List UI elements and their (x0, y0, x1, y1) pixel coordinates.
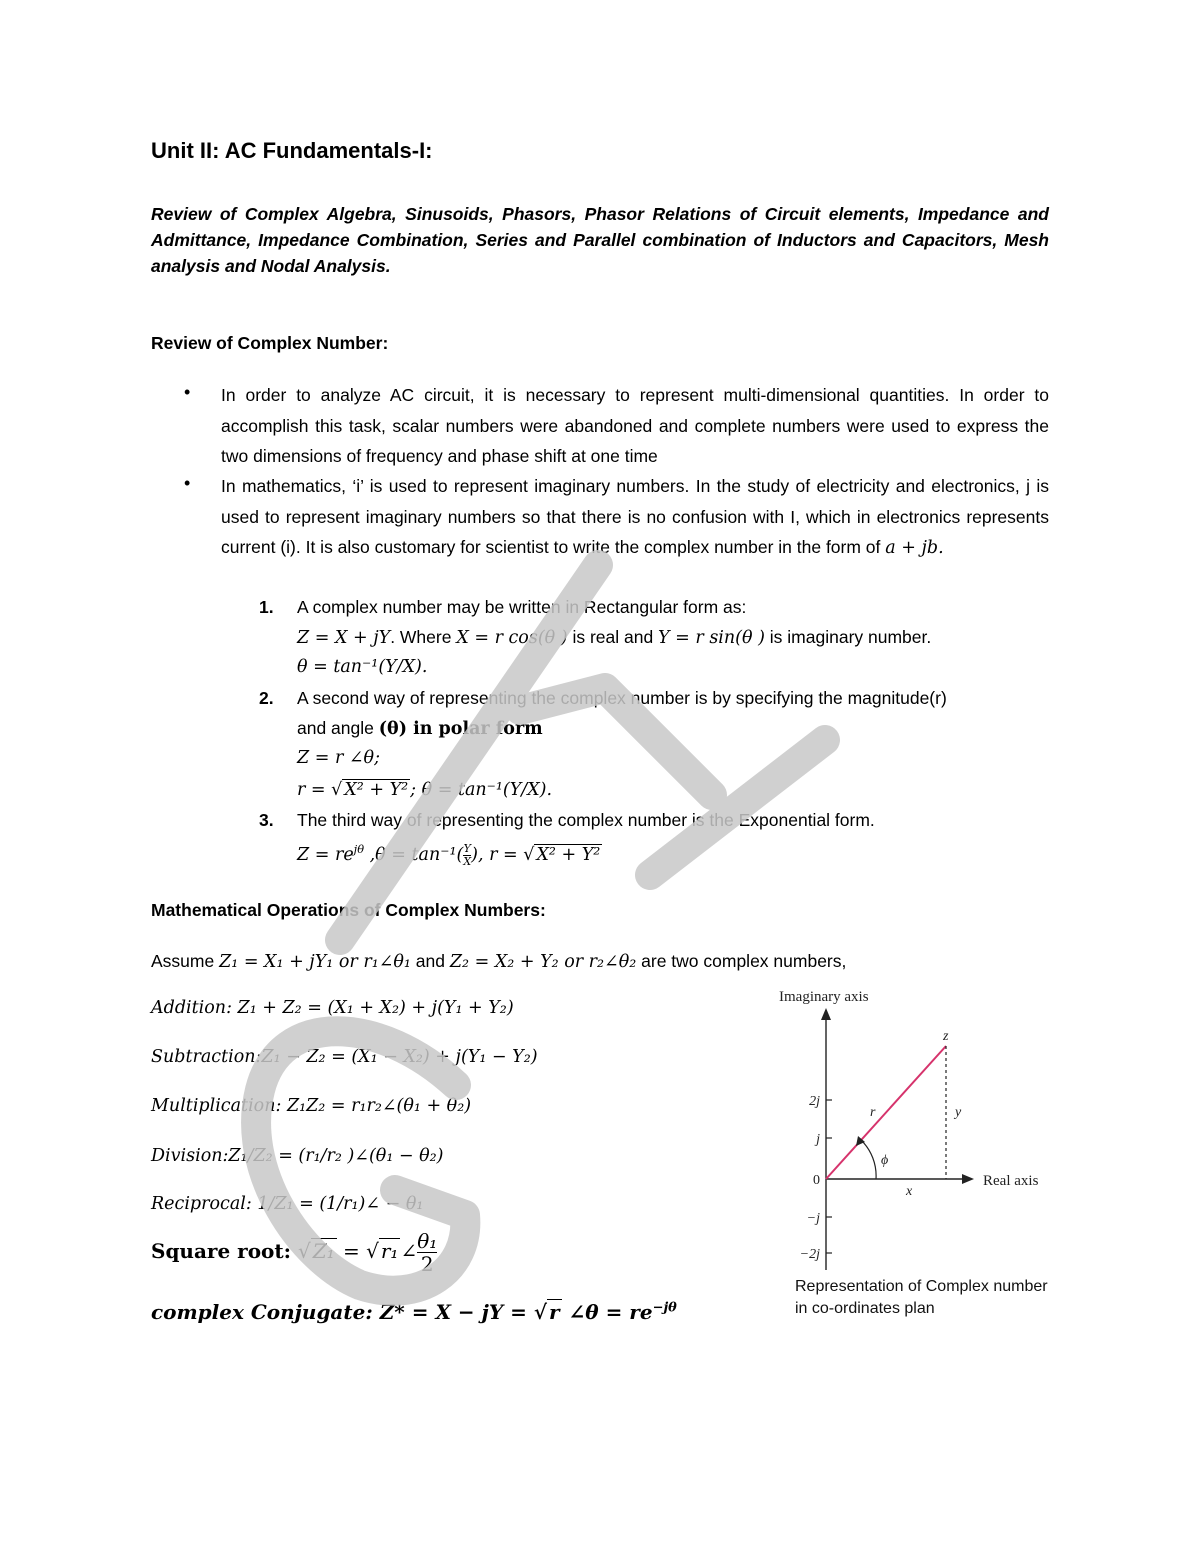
op-conjugate: complex Conjugate: Z* = X − jY = √ r ∠θ = $re^{-j\theta}$ (151, 1300, 677, 1324)
assume-z1: Z₁ = X₁ + jY₁ or r₁∠θ₁ (219, 952, 411, 972)
item-number-3: 3. (259, 810, 274, 830)
op-division: Division:Z₁/Z₂ = (r₁/r₂ )∠(θ₁ − θ₂) (151, 1146, 444, 1166)
caption-line-1: Representation of Complex number (795, 1278, 1048, 1295)
imaginary-axis-arrow (821, 1008, 831, 1020)
sqrt-angle: ∠ (400, 1239, 418, 1263)
eq-rect-form: Z = X + jY (297, 628, 391, 648)
angle-label: and angle (297, 718, 379, 738)
eq-imag-part: Y = r sin(θ ) (658, 628, 765, 648)
bullet-paragraph-2 (221, 471, 1049, 564)
sqrt-rad2: r₁ (380, 1239, 399, 1263)
item-2-line-2 (297, 713, 543, 745)
x-label: x (906, 1184, 913, 1199)
real-axis-label: Real axis (983, 1173, 1039, 1189)
eq-real-part: X = r cos(θ ) (456, 628, 568, 648)
eq-radicand: X² + Y² (344, 780, 409, 800)
r-label: r (870, 1105, 876, 1120)
section-heading-operations: Mathematical Operations of Complex Numbers: (151, 900, 546, 920)
section-heading-complex-number: Review of Complex Number: (151, 333, 389, 353)
page-title: Unit II: AC Fundamentals-I: (151, 138, 433, 163)
eq-theta: ; θ = tan⁻¹(Y/X). (410, 780, 553, 800)
caption-line-2: in co-ordinates plan (795, 1300, 935, 1317)
sqrt-eq: = (336, 1239, 367, 1263)
assume-end: are two complex numbers, (636, 951, 847, 971)
tick-label-j: j (816, 1132, 820, 1147)
eq-exp: Z = re (297, 844, 354, 865)
bullet-paragraph-1: In order to analyze AC circuit, it is necessary to represent multi-dimensional quantities. In order to accomplish this task, scalar numbers were abandoned and complete numbers were used to express the two dimensions of frequency and phase shift at one time (221, 385, 1049, 466)
item-number-2: 2. (259, 688, 274, 708)
bullet-2-math: a + jb. (885, 538, 944, 558)
tick-label-2j: 2j (809, 1094, 820, 1109)
eq-theta-atan: ,θ = tan⁻¹( (364, 844, 464, 865)
item-2-equation-1: Z = r ∠θ; (297, 748, 380, 768)
tick-label-0: 0 (813, 1173, 820, 1188)
conj-eq-2: ∠θ = re (561, 1300, 653, 1324)
item-3-text: The third way of representing the complex number is the Exponential form. (297, 810, 875, 830)
op-multiplication: Multiplication: Z₁Z₂ = r₁r₂∠(θ₁ + θ₂) (151, 1096, 472, 1116)
op-subtraction: Subtraction:Z₁ − Z₂ = (X₁ − X₂) + j(Y₁ − Y₂) (151, 1047, 538, 1067)
sqrt-rad1: Z₁ (312, 1239, 335, 1263)
tick-label-neg-2j: −2j (799, 1247, 820, 1262)
phi-label: ϕ (881, 1153, 889, 1168)
assume-line (151, 946, 846, 978)
point-z-label: z (943, 1029, 949, 1044)
bullet-2-text: In mathematics, ‘i’ is used to represent imaginary numbers. In the study of electricity and electronics, j is used to represent imaginary numbers so that there is no confusion with I, which in electronics represents current (i). It is also customary for scientist to write the complex number in the form of (221, 476, 1049, 557)
sqrt-frac-den: 2 (420, 1252, 434, 1276)
conj-rad: r (549, 1300, 560, 1324)
syllabus-text: Review of Complex Algebra, Sinusoids, Phasors, Phasor Relations of Circuit elements, Impedance and Admittance, Impedance Combination, Series and Parallel combination of Inductors and Capacitors, Mesh analysis and Nodal Analysis. (151, 204, 1049, 276)
assume-z2: Z₂ = X₂ + Y₂ or r₂∠θ₂ (449, 952, 637, 972)
op-reciprocal: Reciprocal: 1/Z₁ = (1/r₁)∠ − θ₁ (151, 1194, 424, 1214)
item-number-1: 1. (259, 597, 274, 617)
op-addition: Addition: Z₁ + Z₂ = (X₁ + X₂) + j(Y₁ + Y₂) (151, 998, 514, 1018)
imaginary-axis-label: Imaginary axis (779, 989, 869, 1005)
eq-r: ), r = (471, 844, 524, 865)
item-1-equation-2: θ = tan⁻¹(Y/X). (297, 657, 428, 677)
eq-real-label: is real and (567, 627, 659, 647)
eq-radicand-2: X² + Y² (536, 844, 601, 865)
tick-label-neg-j: −j (806, 1211, 820, 1226)
frac-num: Y (463, 841, 471, 855)
item-1-text: A complex number may be written in Rectangular form as: (297, 597, 747, 617)
real-axis-arrow (962, 1174, 974, 1184)
sqrt-frac-num: θ₁ (417, 1229, 438, 1253)
sqrt-label: Square root: (151, 1239, 298, 1263)
polar-form-label: (θ) in polar form (378, 719, 543, 739)
item-2-equation-2: r = √ X² + Y² ; θ = tan⁻¹(Y/X). (297, 780, 553, 800)
assume-label: Assume (151, 951, 220, 971)
bullet-marker: • (184, 473, 191, 493)
angle-arc (861, 1140, 876, 1179)
assume-and: and (410, 951, 450, 971)
eq-where-label: . Where (390, 627, 457, 647)
bullet-marker: • (184, 382, 191, 402)
conj-eq-1: : Z* = X − jY = (365, 1300, 534, 1324)
item-1-equation-1 (297, 622, 931, 654)
complex-plane-figure (770, 980, 1100, 1280)
conj-sup: −jθ (652, 1300, 677, 1316)
y-label: y (955, 1105, 962, 1120)
figure-caption (795, 1276, 1048, 1320)
eq-exp-sup: jθ (353, 842, 365, 856)
item-3-equation: $Z = re^{j\theta}$ ,θ = tan⁻¹( $\frac{Y}{X}$ ), r = √ X² + Y² (297, 841, 601, 868)
item-2-text: A second way of representing the complex number is by specifying the magnitude(r) (297, 688, 947, 708)
op-square-root: Square root: √ Z₁ = √ r₁ ∠ $\frac{\text{θ₁}}{2}$ (151, 1229, 438, 1276)
frac-den: X (463, 854, 472, 868)
eq-r-label: r = (297, 780, 332, 800)
eq-imag-label: is imaginary number. (764, 627, 932, 647)
conj-label: complex Conjugate (151, 1300, 366, 1324)
